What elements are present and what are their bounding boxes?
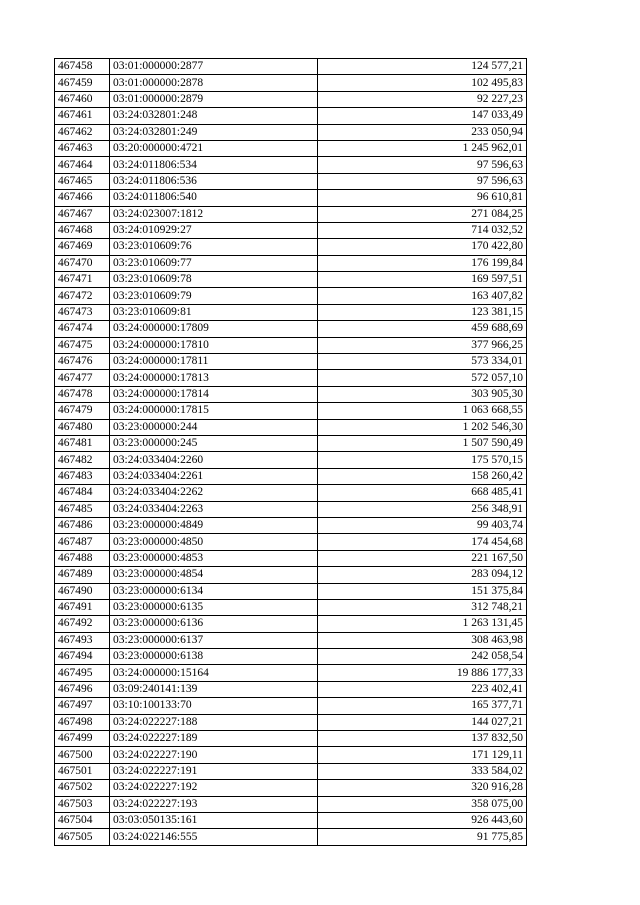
row-number-cell: 467469 bbox=[55, 239, 110, 255]
value-cell: 223 402,41 bbox=[318, 681, 527, 697]
value-cell: 714 032,52 bbox=[318, 222, 527, 238]
row-number-cell: 467481 bbox=[55, 435, 110, 451]
table-row bbox=[55, 485, 527, 501]
row-number-cell: 467474 bbox=[55, 321, 110, 337]
row-number-cell: 467493 bbox=[55, 632, 110, 648]
cadastral-number-cell: 03:23:010609:76 bbox=[110, 239, 318, 255]
row-number-cell: 467491 bbox=[55, 599, 110, 615]
value-cell: 91 775,85 bbox=[318, 829, 527, 845]
row-number-cell: 467496 bbox=[55, 681, 110, 697]
table-row bbox=[55, 255, 527, 271]
cadastral-number-cell: 03:23:000000:4853 bbox=[110, 550, 318, 566]
cadastral-number-cell: 03:24:022227:190 bbox=[110, 747, 318, 763]
table-row bbox=[55, 370, 527, 386]
row-number-cell: 467470 bbox=[55, 255, 110, 271]
value-cell: 333 584,02 bbox=[318, 763, 527, 779]
cadastral-number-cell: 03:01:000000:2877 bbox=[110, 59, 318, 75]
table-row bbox=[55, 59, 527, 75]
value-cell: 97 596,63 bbox=[318, 157, 527, 173]
cadastral-number-cell: 03:23:000000:6134 bbox=[110, 583, 318, 599]
row-number-cell: 467483 bbox=[55, 468, 110, 484]
table-row bbox=[55, 517, 527, 533]
row-number-cell: 467488 bbox=[55, 550, 110, 566]
value-cell: 573 334,01 bbox=[318, 354, 527, 370]
table-row bbox=[55, 140, 527, 156]
cadastral-number-cell: 03:23:010609:78 bbox=[110, 272, 318, 288]
cadastral-number-cell: 03:24:032801:248 bbox=[110, 108, 318, 124]
value-cell: 163 407,82 bbox=[318, 288, 527, 304]
value-cell: 174 454,68 bbox=[318, 534, 527, 550]
cadastral-number-cell: 03:23:000000:4850 bbox=[110, 534, 318, 550]
row-number-cell: 467487 bbox=[55, 534, 110, 550]
table-row bbox=[55, 731, 527, 747]
cadastral-number-cell: 03:24:000000:17815 bbox=[110, 403, 318, 419]
value-cell: 175 570,15 bbox=[318, 452, 527, 468]
table-row bbox=[55, 796, 527, 812]
table-row bbox=[55, 599, 527, 615]
table-row bbox=[55, 354, 527, 370]
table-row bbox=[55, 419, 527, 435]
value-cell: 283 094,12 bbox=[318, 567, 527, 583]
value-cell: 19 886 177,33 bbox=[318, 665, 527, 681]
value-cell: 171 129,11 bbox=[318, 747, 527, 763]
row-number-cell: 467466 bbox=[55, 190, 110, 206]
table-row bbox=[55, 288, 527, 304]
value-cell: 668 485,41 bbox=[318, 485, 527, 501]
row-number-cell: 467489 bbox=[55, 567, 110, 583]
row-number-cell: 467461 bbox=[55, 108, 110, 124]
table-row bbox=[55, 239, 527, 255]
value-cell: 1 507 590,49 bbox=[318, 435, 527, 451]
cadastral-number-cell: 03:23:000000:6136 bbox=[110, 616, 318, 632]
table-row bbox=[55, 321, 527, 337]
value-cell: 459 688,69 bbox=[318, 321, 527, 337]
table-row bbox=[55, 550, 527, 566]
row-number-cell: 467463 bbox=[55, 140, 110, 156]
cadastral-number-cell: 03:24:033404:2261 bbox=[110, 468, 318, 484]
table-row bbox=[55, 75, 527, 91]
value-cell: 147 033,49 bbox=[318, 108, 527, 124]
table-row bbox=[55, 812, 527, 828]
document-page bbox=[54, 58, 526, 846]
table-row bbox=[55, 763, 527, 779]
value-cell: 572 057,10 bbox=[318, 370, 527, 386]
table-row bbox=[55, 452, 527, 468]
value-cell: 97 596,63 bbox=[318, 173, 527, 189]
value-cell: 320 916,28 bbox=[318, 780, 527, 796]
cadastral-number-cell: 03:24:000000:17809 bbox=[110, 321, 318, 337]
row-number-cell: 467499 bbox=[55, 731, 110, 747]
cadastral-number-cell: 03:24:022146:555 bbox=[110, 829, 318, 845]
value-cell: 242 058,54 bbox=[318, 649, 527, 665]
value-cell: 99 403,74 bbox=[318, 517, 527, 533]
value-cell: 1 245 962,01 bbox=[318, 140, 527, 156]
row-number-cell: 467497 bbox=[55, 698, 110, 714]
value-cell: 1 063 668,55 bbox=[318, 403, 527, 419]
table-row bbox=[55, 173, 527, 189]
table-row bbox=[55, 272, 527, 288]
row-number-cell: 467501 bbox=[55, 763, 110, 779]
value-cell: 256 348,91 bbox=[318, 501, 527, 517]
value-cell: 92 227,23 bbox=[318, 91, 527, 107]
cadastral-number-cell: 03:24:000000:17814 bbox=[110, 386, 318, 402]
cadastral-number-cell: 03:24:022227:193 bbox=[110, 796, 318, 812]
table-row bbox=[55, 698, 527, 714]
value-cell: 176 199,84 bbox=[318, 255, 527, 271]
table-row bbox=[55, 501, 527, 517]
cadastral-number-cell: 03:24:000000:17810 bbox=[110, 337, 318, 353]
table-row bbox=[55, 403, 527, 419]
row-number-cell: 467458 bbox=[55, 59, 110, 75]
cadastral-number-cell: 03:24:022227:191 bbox=[110, 763, 318, 779]
cadastral-number-cell: 03:23:000000:6135 bbox=[110, 599, 318, 615]
row-number-cell: 467498 bbox=[55, 714, 110, 730]
value-cell: 1 263 131,45 bbox=[318, 616, 527, 632]
row-number-cell: 467494 bbox=[55, 649, 110, 665]
value-cell: 137 832,50 bbox=[318, 731, 527, 747]
cadastral-number-cell: 03:09:240141:139 bbox=[110, 681, 318, 697]
table-row bbox=[55, 567, 527, 583]
cadastral-number-cell: 03:01:000000:2878 bbox=[110, 75, 318, 91]
cadastral-number-cell: 03:23:010609:81 bbox=[110, 304, 318, 320]
cadastral-value-table bbox=[54, 58, 527, 846]
row-number-cell: 467505 bbox=[55, 829, 110, 845]
table-row bbox=[55, 386, 527, 402]
table-row bbox=[55, 714, 527, 730]
cadastral-number-cell: 03:24:011806:540 bbox=[110, 190, 318, 206]
row-number-cell: 467490 bbox=[55, 583, 110, 599]
value-cell: 308 463,98 bbox=[318, 632, 527, 648]
table-row bbox=[55, 681, 527, 697]
table-row bbox=[55, 780, 527, 796]
table-row bbox=[55, 222, 527, 238]
cadastral-number-cell: 03:24:022227:188 bbox=[110, 714, 318, 730]
value-cell: 1 202 546,30 bbox=[318, 419, 527, 435]
table-row bbox=[55, 632, 527, 648]
table-row bbox=[55, 829, 527, 845]
row-number-cell: 467459 bbox=[55, 75, 110, 91]
table-row bbox=[55, 108, 527, 124]
table-row bbox=[55, 747, 527, 763]
cadastral-number-cell: 03:24:000000:17813 bbox=[110, 370, 318, 386]
row-number-cell: 467502 bbox=[55, 780, 110, 796]
table-body bbox=[55, 59, 527, 846]
table-row bbox=[55, 91, 527, 107]
row-number-cell: 467467 bbox=[55, 206, 110, 222]
cadastral-number-cell: 03:24:033404:2260 bbox=[110, 452, 318, 468]
cadastral-number-cell: 03:23:010609:79 bbox=[110, 288, 318, 304]
cadastral-number-cell: 03:10:100133:70 bbox=[110, 698, 318, 714]
value-cell: 124 577,21 bbox=[318, 59, 527, 75]
table-row bbox=[55, 435, 527, 451]
cadastral-number-cell: 03:24:033404:2262 bbox=[110, 485, 318, 501]
table-row bbox=[55, 583, 527, 599]
value-cell: 96 610,81 bbox=[318, 190, 527, 206]
value-cell: 144 027,21 bbox=[318, 714, 527, 730]
row-number-cell: 467484 bbox=[55, 485, 110, 501]
row-number-cell: 467462 bbox=[55, 124, 110, 140]
value-cell: 271 084,25 bbox=[318, 206, 527, 222]
value-cell: 170 422,80 bbox=[318, 239, 527, 255]
table-row bbox=[55, 157, 527, 173]
value-cell: 151 375,84 bbox=[318, 583, 527, 599]
value-cell: 233 050,94 bbox=[318, 124, 527, 140]
table-row bbox=[55, 337, 527, 353]
row-number-cell: 467480 bbox=[55, 419, 110, 435]
row-number-cell: 467477 bbox=[55, 370, 110, 386]
cadastral-number-cell: 03:24:032801:249 bbox=[110, 124, 318, 140]
row-number-cell: 467500 bbox=[55, 747, 110, 763]
value-cell: 123 381,15 bbox=[318, 304, 527, 320]
cadastral-number-cell: 03:23:000000:6137 bbox=[110, 632, 318, 648]
cadastral-number-cell: 03:23:000000:245 bbox=[110, 435, 318, 451]
table-row bbox=[55, 206, 527, 222]
row-number-cell: 467460 bbox=[55, 91, 110, 107]
cadastral-number-cell: 03:24:000000:17811 bbox=[110, 354, 318, 370]
row-number-cell: 467495 bbox=[55, 665, 110, 681]
value-cell: 377 966,25 bbox=[318, 337, 527, 353]
row-number-cell: 467486 bbox=[55, 517, 110, 533]
cadastral-number-cell: 03:23:010609:77 bbox=[110, 255, 318, 271]
value-cell: 221 167,50 bbox=[318, 550, 527, 566]
row-number-cell: 467479 bbox=[55, 403, 110, 419]
cadastral-number-cell: 03:24:011806:534 bbox=[110, 157, 318, 173]
value-cell: 312 748,21 bbox=[318, 599, 527, 615]
cadastral-number-cell: 03:20:000000:4721 bbox=[110, 140, 318, 156]
row-number-cell: 467473 bbox=[55, 304, 110, 320]
cadastral-number-cell: 03:01:000000:2879 bbox=[110, 91, 318, 107]
cadastral-number-cell: 03:24:010929:27 bbox=[110, 222, 318, 238]
table-row bbox=[55, 616, 527, 632]
cadastral-number-cell: 03:23:000000:244 bbox=[110, 419, 318, 435]
row-number-cell: 467503 bbox=[55, 796, 110, 812]
value-cell: 358 075,00 bbox=[318, 796, 527, 812]
row-number-cell: 467478 bbox=[55, 386, 110, 402]
table-row bbox=[55, 665, 527, 681]
row-number-cell: 467472 bbox=[55, 288, 110, 304]
value-cell: 102 495,83 bbox=[318, 75, 527, 91]
cadastral-number-cell: 03:23:000000:6138 bbox=[110, 649, 318, 665]
cadastral-number-cell: 03:24:023007:1812 bbox=[110, 206, 318, 222]
value-cell: 158 260,42 bbox=[318, 468, 527, 484]
cadastral-number-cell: 03:03:050135:161 bbox=[110, 812, 318, 828]
cadastral-number-cell: 03:24:011806:536 bbox=[110, 173, 318, 189]
row-number-cell: 467482 bbox=[55, 452, 110, 468]
row-number-cell: 467468 bbox=[55, 222, 110, 238]
table-row bbox=[55, 190, 527, 206]
value-cell: 165 377,71 bbox=[318, 698, 527, 714]
row-number-cell: 467475 bbox=[55, 337, 110, 353]
cadastral-number-cell: 03:24:000000:15164 bbox=[110, 665, 318, 681]
value-cell: 169 597,51 bbox=[318, 272, 527, 288]
row-number-cell: 467504 bbox=[55, 812, 110, 828]
value-cell: 926 443,60 bbox=[318, 812, 527, 828]
cadastral-number-cell: 03:24:022227:189 bbox=[110, 731, 318, 747]
value-cell: 303 905,30 bbox=[318, 386, 527, 402]
table-row bbox=[55, 304, 527, 320]
row-number-cell: 467492 bbox=[55, 616, 110, 632]
row-number-cell: 467471 bbox=[55, 272, 110, 288]
row-number-cell: 467485 bbox=[55, 501, 110, 517]
cadastral-number-cell: 03:23:000000:4849 bbox=[110, 517, 318, 533]
table-row bbox=[55, 468, 527, 484]
cadastral-number-cell: 03:23:000000:4854 bbox=[110, 567, 318, 583]
cadastral-number-cell: 03:24:022227:192 bbox=[110, 780, 318, 796]
table-row bbox=[55, 649, 527, 665]
table-row bbox=[55, 124, 527, 140]
row-number-cell: 467476 bbox=[55, 354, 110, 370]
row-number-cell: 467465 bbox=[55, 173, 110, 189]
cadastral-number-cell: 03:24:033404:2263 bbox=[110, 501, 318, 517]
table-row bbox=[55, 534, 527, 550]
row-number-cell: 467464 bbox=[55, 157, 110, 173]
